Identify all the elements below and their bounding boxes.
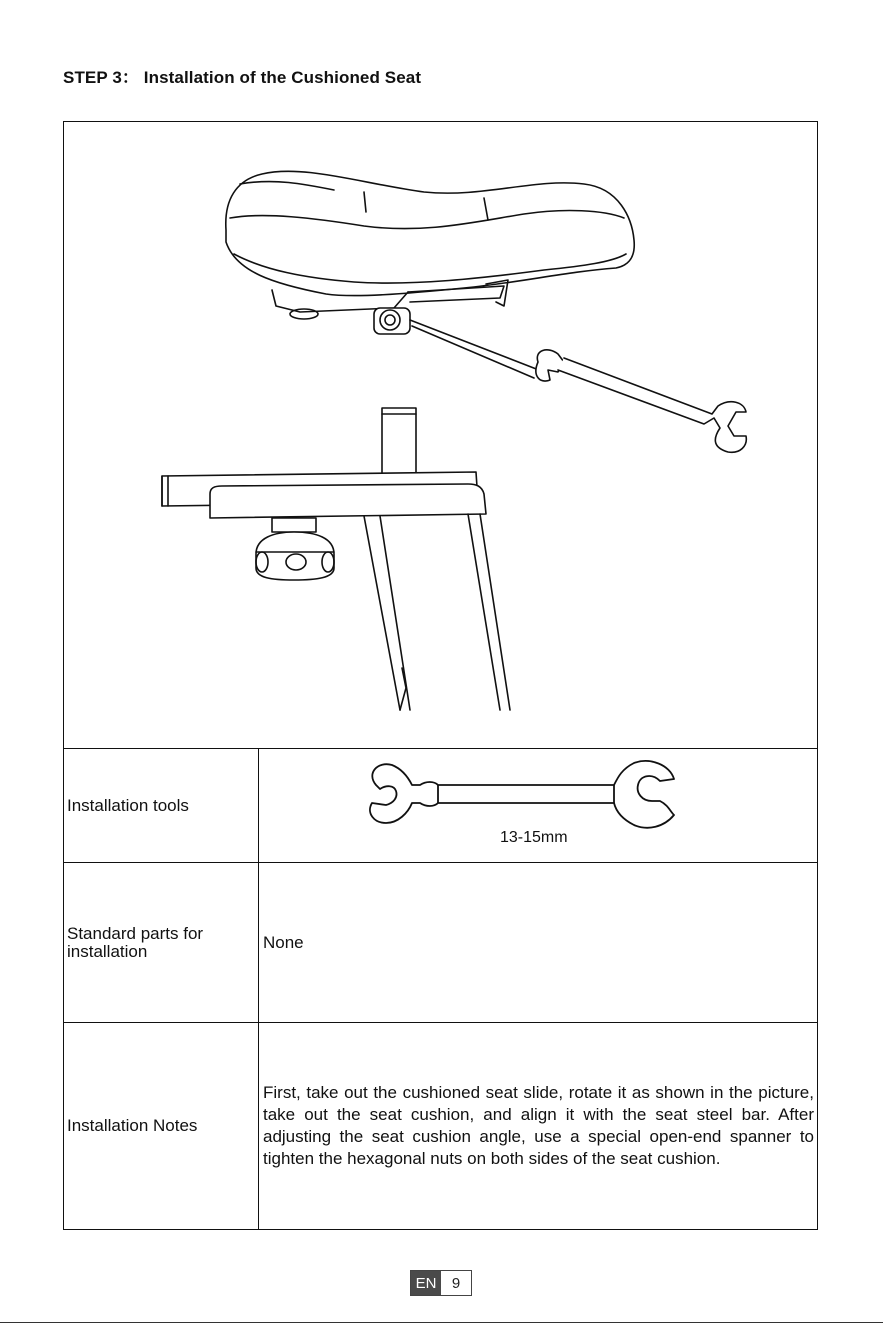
bottom-divider xyxy=(0,1322,883,1323)
row-standard-parts xyxy=(64,863,817,1023)
row-installation-notes xyxy=(64,1023,817,1229)
seat-installation-diagram xyxy=(64,122,817,748)
page-number: 9 xyxy=(441,1271,471,1295)
installation-table xyxy=(63,121,818,1230)
language-label: EN xyxy=(411,1271,441,1295)
notes-content xyxy=(260,1023,817,1229)
standard-parts-label: Standard parts for installation xyxy=(64,863,259,1022)
row-installation-tools xyxy=(64,749,817,863)
notes-label: Installation Notes xyxy=(64,1023,259,1229)
open-end-wrench-icon xyxy=(360,755,690,835)
tools-label: Installation tools xyxy=(64,749,259,862)
page-number-badge xyxy=(410,1270,472,1296)
seat-installation-illustration xyxy=(64,122,817,749)
standard-parts-value: None xyxy=(263,932,304,952)
wrench-size-caption: 13-15mm xyxy=(500,829,568,846)
page-title: STEP 3： Installation of the Cushioned Seat xyxy=(63,68,422,87)
notes-text: First, take out the cushioned seat slide, rotate it as shown in the picture, take out the seat cushion, and align it with the seat steel bar. After adjusting the seat cushion angle, use a special open-end spanner to tighten the hexagonal nuts on both sides of the seat cushion. xyxy=(263,1083,814,1168)
tools-content xyxy=(260,749,817,862)
